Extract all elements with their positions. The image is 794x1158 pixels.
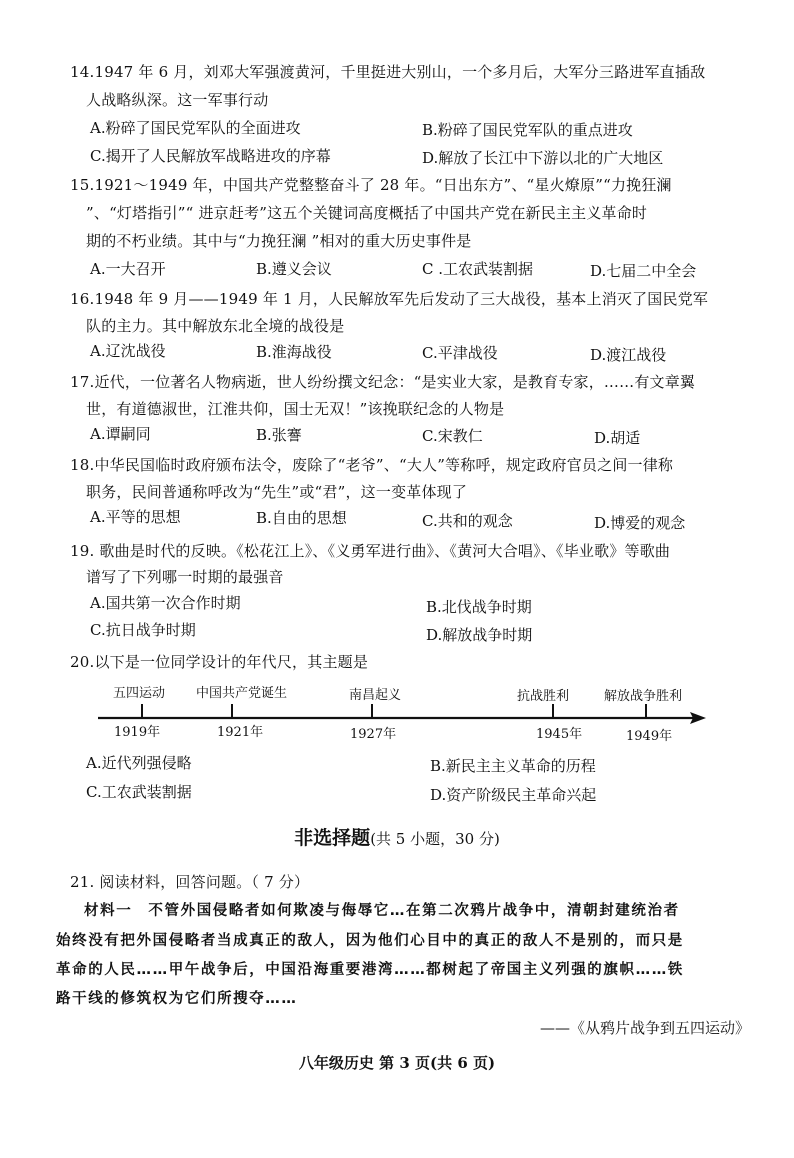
- q19-option-b: B.北伐战争时期: [426, 598, 532, 616]
- timeline-axis: [90, 700, 710, 730]
- q14-stem-line2: 人战略纵深。这一军事行动: [86, 91, 269, 109]
- section-title-note: (共 5 小题，30 分): [370, 830, 500, 848]
- q16-option-c: C.平津战役: [422, 344, 498, 362]
- section-title-main: 非选择题: [294, 827, 371, 849]
- q21-stem: 21. 阅读材料，回答问题。（ 7 分）: [70, 873, 310, 891]
- q14-stem-line1: 14.1947 年 6 月，刘邓大军强渡黄河，千里挺进大别山，一个多月后，大军分三路进军直插敌: [70, 63, 706, 81]
- q17-option-b: B.张謇: [256, 426, 302, 444]
- q18-stem-line2: 职务，民间普通称呼改为“先生”或“君”，这一变革体现了: [86, 483, 468, 501]
- q16-stem-line2: 队的主力。其中解放东北全境的战役是: [86, 317, 345, 335]
- q14-option-b: B.粉碎了国民党军队的重点进攻: [422, 121, 633, 139]
- section-title: [0, 826, 794, 851]
- q16-option-a: A.辽沈战役: [90, 342, 166, 360]
- timeline-year-1: 1919年: [114, 725, 161, 740]
- q18-option-c: C.共和的观念: [422, 512, 513, 530]
- q17-stem-line2: 世，有道德淑世，江淮共仰，国士无双！”该挽联纪念的人物是: [86, 400, 505, 418]
- q20-option-b: B.新民主主义革命的历程: [430, 757, 596, 775]
- q16-stem-line1: 16.1948 年 9 月——1949 年 1 月，人民解放军先后发动了三大战役，基本上消灭了国民党军: [70, 290, 709, 308]
- q15-option-b: B.遵义会议: [256, 260, 332, 278]
- q16-option-b: B.淮海战役: [256, 343, 332, 361]
- timeline-year-5: 1949年: [626, 729, 673, 744]
- q19-stem-line1: 19. 歌曲是时代的反映。《松花江上》、《义勇军进行曲》、《黄河大合唱》、《毕业歌》等歌曲: [70, 542, 671, 560]
- q17-option-c: C.宋教仁: [422, 427, 483, 445]
- q19-option-a: A.国共第一次合作时期: [90, 594, 241, 612]
- q15-stem-line2: ”、“灯塔指引”“ 进京赶考”这五个关键词高度概括了中国共产党在新民主主义革命时: [86, 204, 648, 222]
- q15-stem-line3: 期的不朽业绩。其中与“力挽狂澜 ”相对的重大历史事件是: [86, 232, 472, 250]
- q20-option-d: D.资产阶级民主革命兴起: [430, 786, 597, 804]
- timeline-year-2: 1921年: [217, 725, 264, 740]
- q18-option-d: D.博爱的观念: [594, 514, 686, 532]
- timeline-event-1: 五四运动: [113, 686, 166, 701]
- q21-material-source: ——《从鸦片战争到五四运动》: [539, 1019, 750, 1037]
- q19-stem-line2: 谱写了下列哪一时期的最强音: [86, 568, 284, 586]
- q20-option-c: C.工农武装割据: [86, 783, 192, 801]
- q20-stem-line1: 20.以下是一位同学设计的年代尺，其主题是: [70, 653, 369, 671]
- q21-material-line4: 路干线的修筑权为它们所搜夺……: [56, 991, 298, 1007]
- q17-option-d: D.胡适: [594, 429, 641, 447]
- q18-stem-line1: 18.中华民国临时政府颁布法令，废除了“老爷”、“大人”等称呼，规定政府官员之间一律称: [70, 456, 674, 474]
- page-footer: 八年级历史 第 3 页(共 6 页): [298, 1054, 496, 1072]
- q20-option-a: A.近代列强侵略: [86, 754, 192, 772]
- q16-option-d: D.渡江战役: [590, 346, 667, 364]
- q15-option-d: D.七届二中全会: [590, 262, 697, 280]
- q21-material-line1: 材料一 不管外国侵略者如何欺凌与侮辱它…在第二次鸦片战争中，清朝封建统治者: [84, 903, 680, 919]
- q17-stem-line1: 17.近代，一位著名人物病逝，世人纷纷撰文纪念：“是实业大家，是教育专家，……有文章翼: [70, 373, 696, 391]
- q14-option-d: D.解放了长江中下游以北的广大地区: [422, 149, 664, 167]
- q14-option-a: A.粉碎了国民党军队的全面进攻: [90, 119, 301, 137]
- q21-material-line3: 革命的人民……甲午战争后，中国沿海重要港湾……都树起了帝国主义列强的旗帜……铁: [56, 962, 684, 978]
- q18-option-a: A.平等的思想: [90, 508, 181, 526]
- q19-option-d: D.解放战争时期: [426, 626, 533, 644]
- timeline-event-3: 南昌起义: [349, 688, 402, 703]
- q18-option-b: B.自由的思想: [256, 509, 347, 527]
- timeline-event-5: 解放战争胜利: [604, 689, 683, 704]
- timeline-event-4: 抗战胜利: [517, 689, 570, 704]
- timeline-year-3: 1927年: [350, 727, 397, 742]
- q21-material-line2: 始终没有把外国侵略者当成真正的敌人，因为他们心目中的真正的敌人不是别的，而只是: [56, 933, 684, 949]
- timeline-event-2: 中国共产党诞生: [196, 686, 288, 701]
- q19-option-c: C.抗日战争时期: [90, 621, 196, 639]
- q15-option-a: A.一大召开: [90, 260, 166, 278]
- q17-option-a: A.谭嗣同: [90, 425, 151, 443]
- q15-stem-line1: 15.1921～1949 年，中国共产党整整奋斗了 28 年。“日出东方”、“星火燎原”“力挽狂澜: [70, 176, 672, 194]
- timeline-year-4: 1945年: [536, 727, 583, 742]
- q14-option-c: C.揭开了人民解放军战略进攻的序幕: [90, 147, 331, 165]
- q15-option-c: C .工农武装割据: [422, 260, 534, 278]
